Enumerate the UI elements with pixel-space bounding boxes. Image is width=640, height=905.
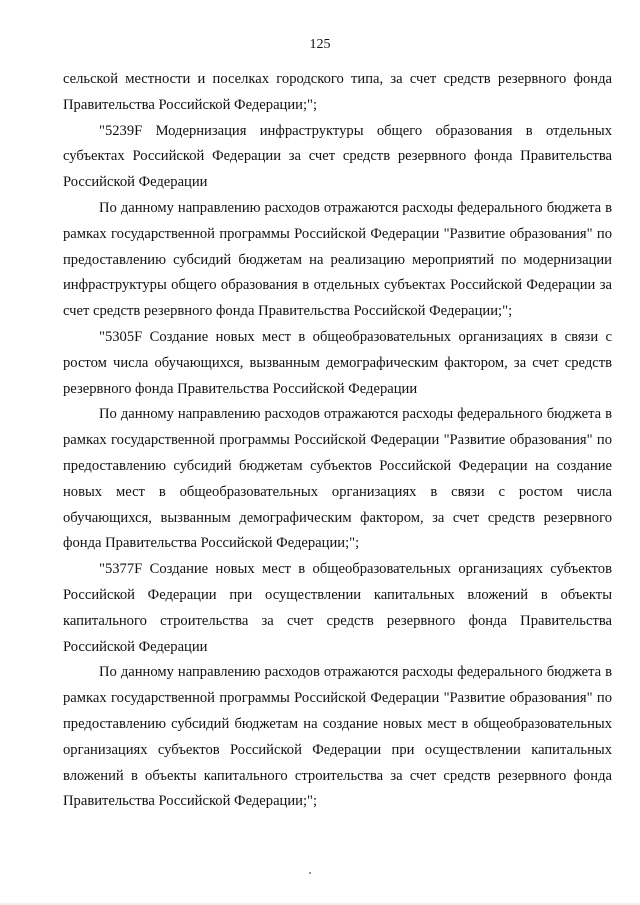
paragraph-5377f-description: По данному направлению расходов отражаются расходы федерального бюджета в рамках государственной программы Российской Федерации "Развитие образования" по предоставлению субсидий бюджетам на создание новых мест в общеобразовательных организациях субъектов Российской Федерации при осуществлении капитальных вложений в объекты капитального строительства за счет средств резервного фонда Правительства Российской Федерации;";: [63, 664, 612, 810]
paragraph-continuation: сельской местности и поселках городского типа, за счет средств резервного фонда Правительства Российской Федерации;";: [63, 71, 612, 113]
section-heading-5239f: "5239F Модернизация инфраструктуры общего образования в отдельных субъектах Российской Федерации за счет средств резервного фонда Правительства Российской Федерации: [63, 122, 612, 191]
section-heading-5305f: "5305F Создание новых мест в общеобразовательных организациях в связи с ростом числа обучающихся, вызванным демографическим фактором, за счет средств резервного фонда Правительства Российской Федерации: [63, 328, 612, 397]
scan-speck: [309, 872, 311, 874]
document-body: [63, 67, 612, 815]
paragraph-5305f-description: По данному направлению расходов отражаются расходы федерального бюджета в рамках государственной программы Российской Федерации "Развитие образования" по предоставлению субсидий бюджетам субъектов Российской Федерации на создание новых мест в общеобразовательных организациях в связи с ростом числа обучающихся, вызванным демографическим фактором, за счет средств резервного фонда Правительства Российской Федерации;";: [63, 406, 612, 552]
page-number: 125: [309, 37, 331, 52]
paragraph-5239f-description: По данному направлению расходов отражаются расходы федерального бюджета в рамках государственной программы Российской Федерации "Развитие образования" по предоставлению субсидий бюджетам на реализацию мероприятий по модернизации инфраструктуры общего образования в отдельных субъектах Российской Федерации за счет средств резервного фонда Правительства Российской Федерации;";: [63, 199, 612, 320]
section-heading-5377f: "5377F Создание новых мест в общеобразовательных организациях субъектов Российской Федерации при осуществлении капитальных вложений в объекты капитального строительства за счет средств резервного фонда Правительства Российской Федерации: [63, 561, 612, 655]
